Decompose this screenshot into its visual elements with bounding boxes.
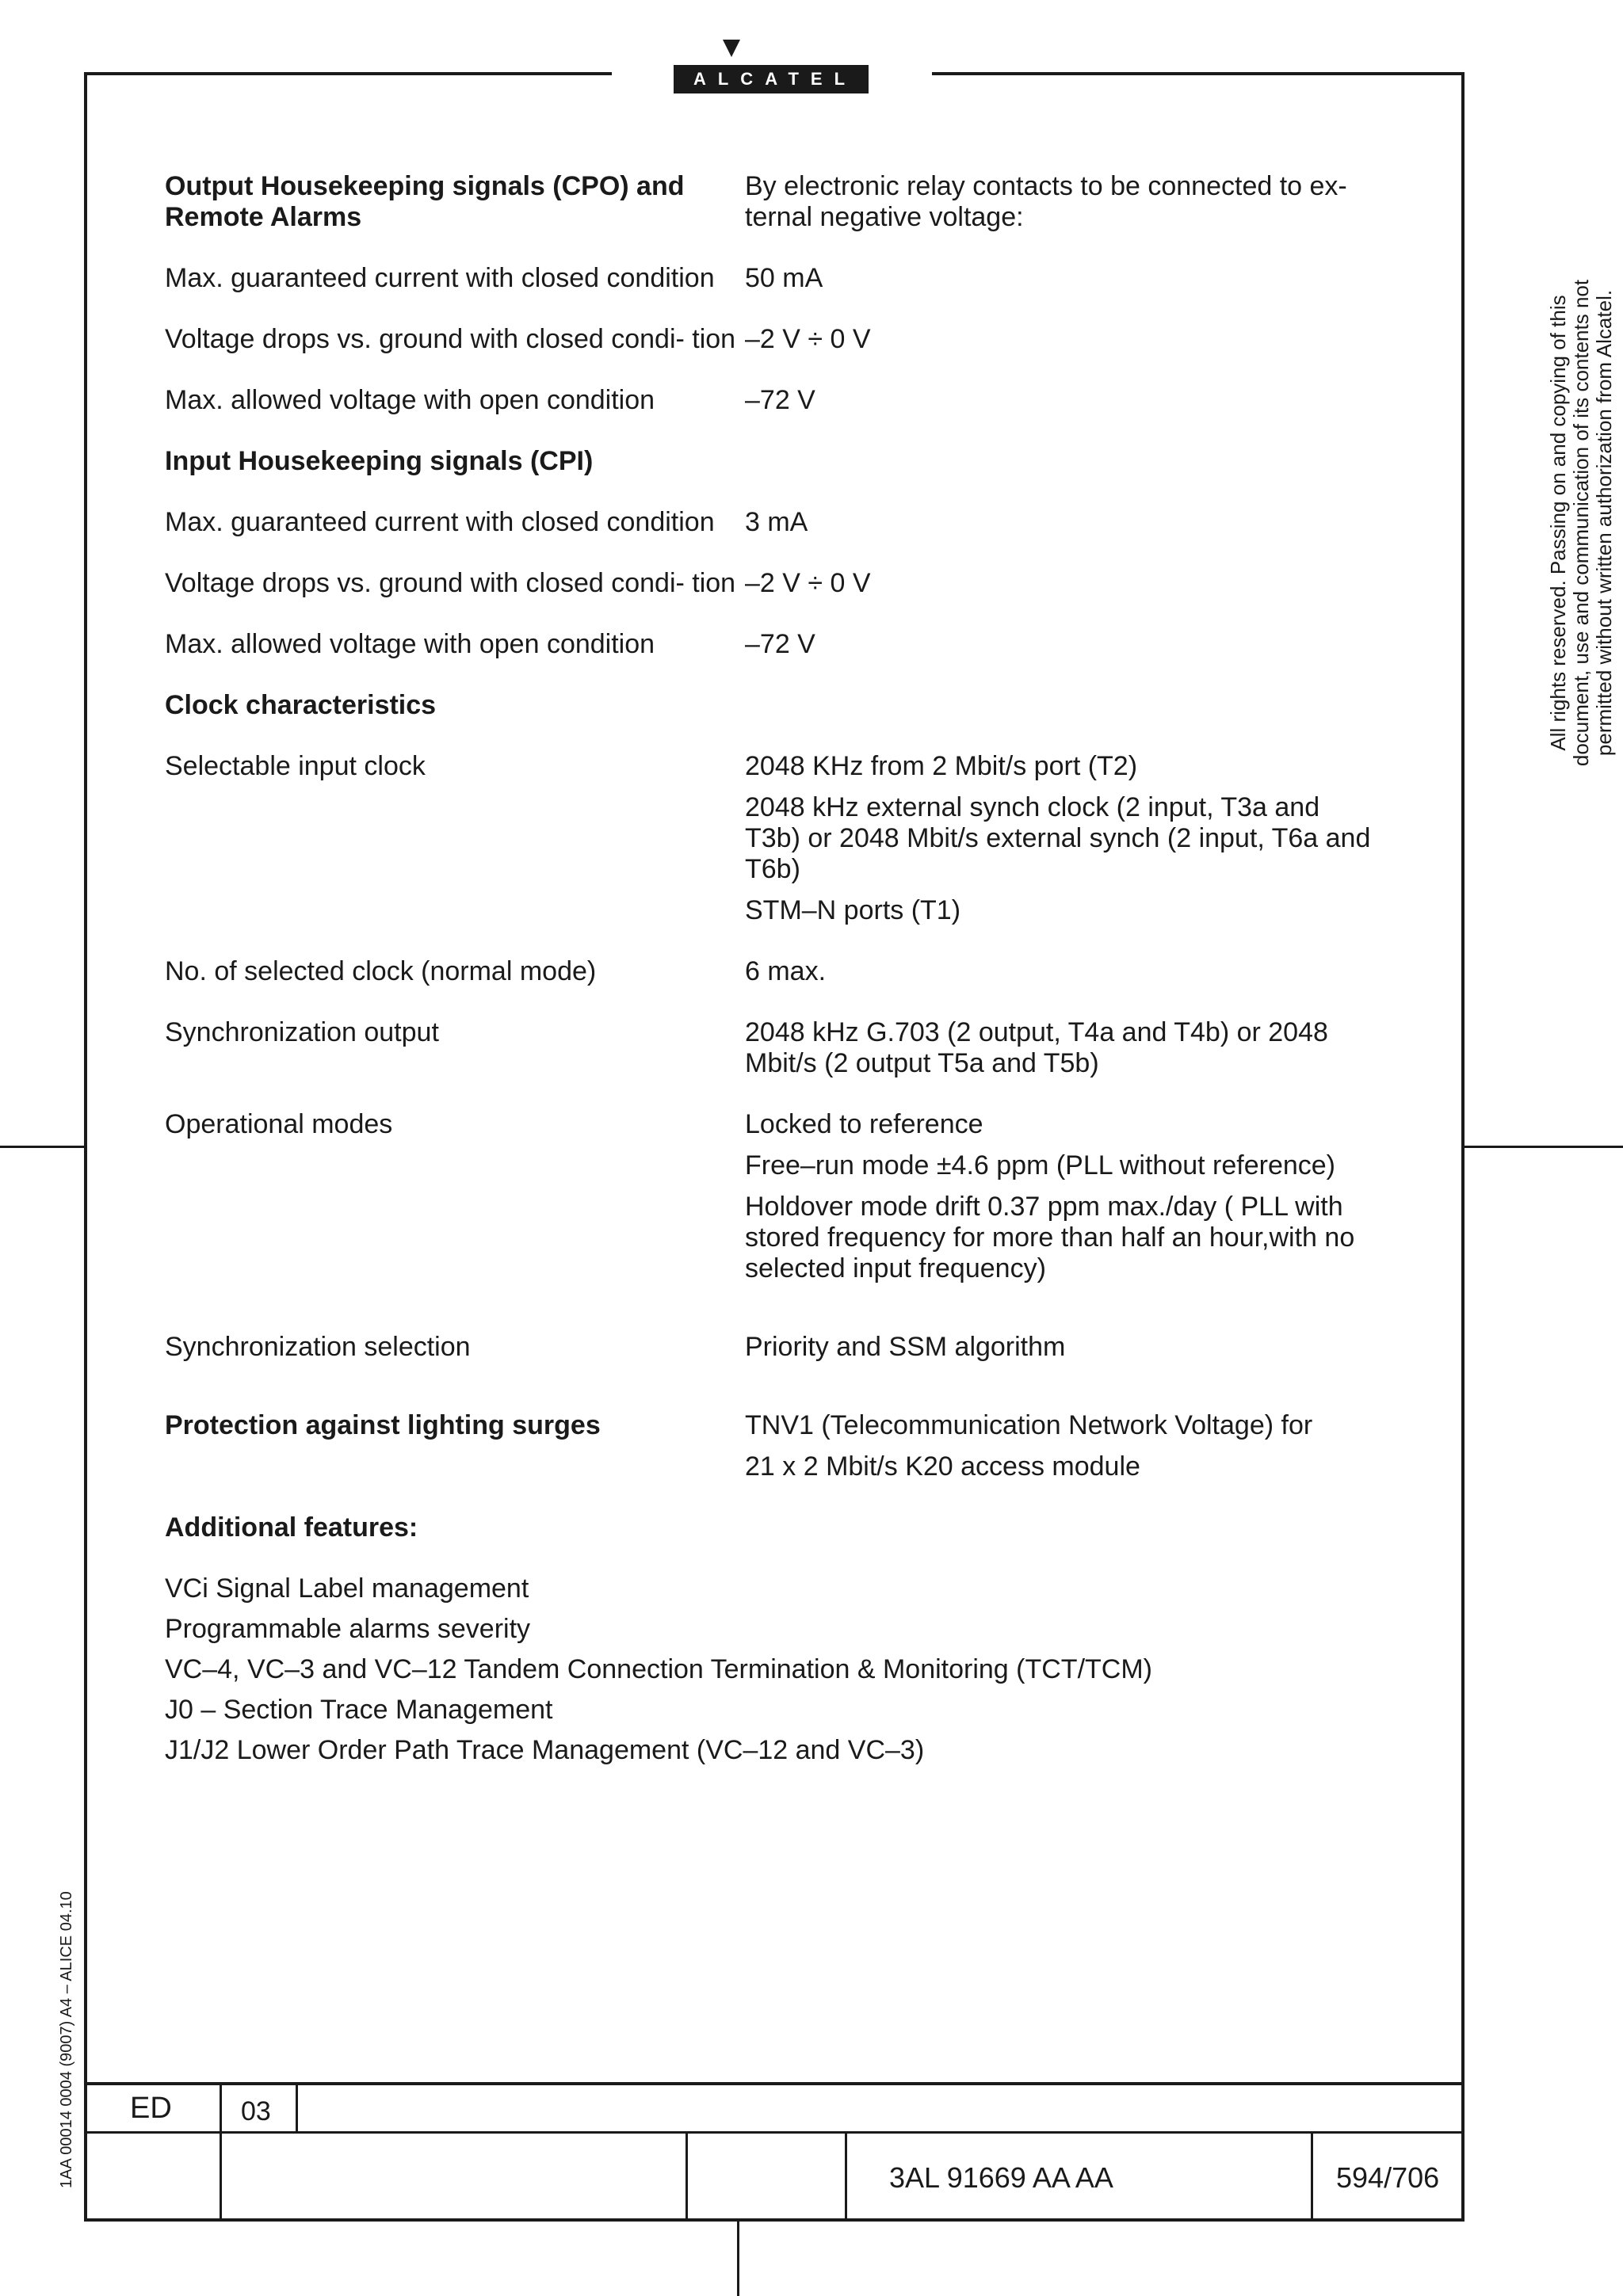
spec-row (165, 507, 1401, 538)
spec-value-group (745, 956, 1371, 987)
footer-vline-4 (845, 2132, 847, 2220)
feature-item: VC–4, VC–3 and VC–12 Tandem Connection Termination & Monitoring (TCT/TCM) (165, 1654, 1152, 1684)
footer-vline-2 (296, 2084, 298, 2133)
spec-value: TNV1 (Telecommunication Network Voltage) for (745, 1410, 1313, 1440)
spec-value: 2048 kHz G.703 (2 output, T4a and T4b) or 2048 Mbit/s (2 output T5a and T5b) (745, 1017, 1328, 1078)
spec-row (165, 1017, 1401, 1079)
fold-mark-left (0, 1146, 84, 1148)
frame-top-left (84, 72, 612, 75)
spec-value-group (745, 324, 1371, 355)
spec-row (165, 956, 1401, 987)
footer-page-number: 594/706 (1336, 2161, 1440, 2194)
spec-value: Free–run mode ±4.6 ppm (PLL without reference) (745, 1150, 1335, 1180)
spec-value: –72 V (745, 629, 815, 659)
frame-left (84, 72, 87, 2222)
spec-value-group (745, 385, 1371, 416)
spec-row (165, 324, 1401, 355)
feature-item: Programmable alarms severity (165, 1614, 531, 1644)
side-code: 1AA 00014 0004 (9007) A4 – ALICE 04.10 (58, 1891, 75, 2188)
spec-label: No. of selected clock (normal mode) (165, 956, 597, 986)
frame-bottom (84, 2218, 1465, 2222)
spec-row (165, 568, 1401, 599)
spec-value: By electronic relay contacts to be connected to ex- ternal negative voltage: (745, 171, 1347, 232)
spec-label: Synchronization selection (165, 1332, 471, 1362)
feature-item: VCi Signal Label management (165, 1573, 529, 1604)
spec-value-group (745, 171, 1371, 233)
spec-value-group (745, 629, 1371, 660)
spec-value-group (745, 751, 1371, 926)
feature-item: J0 – Section Trace Management (165, 1695, 553, 1725)
spec-value: Holdover mode drift 0.37 ppm max./day ( PLL with stored frequency for more than half an hour,with no selected input frequency) (745, 1192, 1355, 1283)
spec-label: Operational modes (165, 1109, 393, 1139)
spec-value: STM–N ports (T1) (745, 895, 961, 925)
spec-value: Priority and SSM algorithm (745, 1332, 1066, 1362)
spec-content (165, 171, 1401, 1775)
spec-value: 21 x 2 Mbit/s K20 access module (745, 1451, 1140, 1482)
spec-row (165, 263, 1401, 294)
spec-value: –2 V ÷ 0 V (745, 568, 871, 598)
spec-row (165, 751, 1401, 926)
footer-vline-3 (685, 2132, 688, 2220)
spec-value-group (745, 568, 1371, 599)
spec-row (165, 385, 1401, 416)
spec-value: –72 V (745, 385, 815, 415)
rights-notice: All rights reserved. Passing on and copying of this document, use and communication of its contents not permitted without written authorization from Alcatel. (1546, 279, 1616, 767)
spec-value: 3 mA (745, 507, 808, 537)
footer-top-line (84, 2082, 1465, 2085)
spec-label: Output Housekeeping signals (CPO) and Remote Alarms (165, 171, 685, 232)
spec-value-group (745, 263, 1371, 294)
spec-value-group (745, 1109, 1371, 1284)
alcatel-logo: ALCATEL (674, 65, 869, 93)
fold-mark-bottom (737, 2222, 739, 2296)
spec-value: Locked to reference (745, 1109, 983, 1139)
spec-label: Protection against lighting surges (165, 1410, 601, 1440)
footer-vline-5 (1311, 2132, 1313, 2220)
spec-label: Selectable input clock (165, 751, 426, 781)
spec-value: 2048 KHz from 2 Mbit/s port (T2) (745, 751, 1138, 781)
spec-label: Voltage drops vs. ground with closed condi- tion (165, 568, 736, 598)
spec-label: Voltage drops vs. ground with closed condi- tion (165, 324, 736, 354)
footer-ed-value: 03 (241, 2096, 271, 2126)
spec-value: 6 max. (745, 956, 827, 986)
spec-row (165, 171, 1401, 233)
spec-row (165, 1410, 1401, 1482)
spec-row (165, 629, 1401, 660)
spec-row (165, 1332, 1401, 1363)
spec-label: Synchronization output (165, 1017, 439, 1047)
section-heading: Input Housekeeping signals (CPI) (165, 446, 594, 476)
spec-value-group (745, 507, 1371, 538)
spec-label: Max. allowed voltage with open condition (165, 629, 655, 659)
footer-ed-label: ED (130, 2092, 172, 2125)
section-heading: Clock characteristics (165, 690, 437, 720)
spec-row (165, 1109, 1401, 1284)
feature-item: J1/J2 Lower Order Path Trace Management (VC–12 and VC–3) (165, 1735, 925, 1765)
section-heading: Additional features: (165, 1512, 418, 1543)
spec-value-group (745, 1332, 1371, 1363)
spec-value: –2 V ÷ 0 V (745, 324, 871, 354)
spec-value-group (745, 1017, 1371, 1079)
fold-mark-right (1465, 1146, 1623, 1148)
spec-label: Max. allowed voltage with open condition (165, 385, 655, 415)
footer-doc-code: 3AL 91669 AA AA (889, 2161, 1113, 2194)
logo-arrow-icon (723, 40, 740, 57)
footer-mid-line (84, 2131, 1465, 2134)
spec-value: 50 mA (745, 263, 823, 293)
spec-label: Max. guaranteed current with closed condition (165, 507, 715, 537)
spec-label: Max. guaranteed current with closed condition (165, 263, 715, 293)
footer-vline-1 (220, 2084, 222, 2220)
spec-value-group (745, 1410, 1371, 1482)
frame-top-right (932, 72, 1465, 75)
spec-value: 2048 kHz external synch clock (2 input, T3a and T3b) or 2048 Mbit/s external synch (2 input, T6a and T6b) (745, 792, 1371, 884)
